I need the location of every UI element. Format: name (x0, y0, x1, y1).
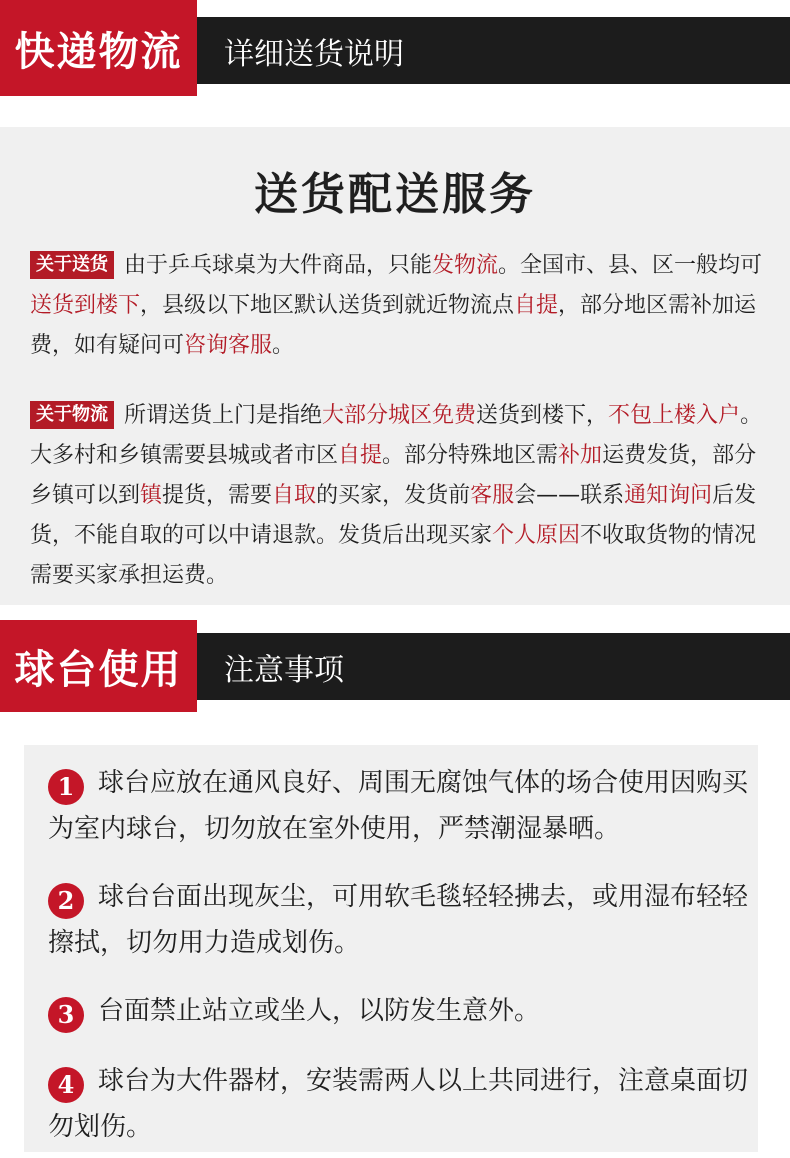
number-1-icon: 1 (48, 769, 84, 805)
highlight-text: 客服 (470, 483, 515, 508)
body-text: 。 (272, 333, 295, 358)
body-text: 。大多村和乡镇需要县城或者市区 (30, 403, 763, 468)
logistics-paragraph (30, 396, 772, 596)
banner-red-title: 球台使用 (0, 620, 197, 712)
body-text: 由于乒乓球桌为大件商品，只能 (124, 253, 433, 278)
delivery-tag: 关于送货 (30, 251, 114, 279)
note-item-3 (48, 988, 753, 1034)
highlight-text: 个人原因 (492, 523, 581, 548)
highlight-text: 通知询问 (624, 483, 713, 508)
highlight-text: 不包上楼入户 (608, 403, 741, 428)
number-2-icon: 2 (48, 883, 84, 919)
highlight-text: 咨询客服 (184, 333, 273, 358)
highlight-text: 自取 (272, 483, 317, 508)
banner-subtitle: 详细送货说明 (224, 36, 404, 72)
body-text: 送货到楼下， (476, 403, 609, 428)
body-text: 的买家，发货前 (316, 483, 471, 508)
note-text: 球台台面出现灰尘，可用软毛毯轻轻拂去，或用湿布轻轻擦拭，切勿用力造成划伤。 (48, 882, 749, 958)
note-item-2 (48, 874, 753, 966)
highlight-text: 补加 (558, 443, 603, 468)
delivery-paragraph (30, 246, 772, 366)
highlight-text: 自提 (514, 293, 559, 318)
delivery-text (30, 253, 762, 358)
highlight-text: 大部分城区免费 (322, 403, 477, 428)
banner-red-title: 快递物流 (0, 0, 197, 96)
note-text: 球台为大件器材，安装需两人以上共同进行，注意桌面切勿划伤。 (48, 1066, 749, 1142)
body-text: 所谓送货上门是指绝 (124, 403, 323, 428)
number-3-icon: 3 (48, 997, 84, 1033)
body-text: 后发货，不能自取的可以中请退款。发货后出现买家 (30, 483, 757, 548)
logistics-text (30, 403, 762, 588)
highlight-text: 送货到楼下 (30, 293, 141, 318)
note-text: 球台应放在通风良好、周围无腐蚀气体的场合使用因购买为室内球台，切勿放在室外使用，严禁潮湿暴晒。 (48, 768, 749, 844)
logistics-tag: 关于物流 (30, 401, 114, 429)
body-text: 运费发货，部分乡镇可以到 (30, 443, 757, 508)
highlight-text: 自提 (338, 443, 383, 468)
highlight-text: 镇 (140, 483, 163, 508)
body-text: 。全国市、县、区一般均可 (498, 253, 763, 278)
note-item-1 (48, 760, 753, 852)
note-item-4 (48, 1058, 753, 1150)
number-4-icon: 4 (48, 1067, 84, 1103)
banner-subtitle: 注意事项 (224, 652, 344, 688)
note-text: 台面禁止站立或坐人，以防发生意外。 (98, 996, 541, 1026)
body-text: ，部分地区需补加运费，如有疑问可 (30, 293, 757, 358)
body-text: 不收取货物的情况需要买家承担运费。 (30, 523, 757, 588)
logistics-banner (0, 0, 790, 96)
body-text: ，县级以下地区默认送货到就近物流点 (140, 293, 515, 318)
usage-banner (0, 620, 790, 712)
body-text: 。部分特殊地区需 (382, 443, 559, 468)
highlight-text: 发物流 (432, 253, 499, 278)
body-text: 会——联系 (514, 483, 625, 508)
body-text: 提货，需要 (162, 483, 273, 508)
panel-title: 送货配送服务 (254, 169, 536, 220)
